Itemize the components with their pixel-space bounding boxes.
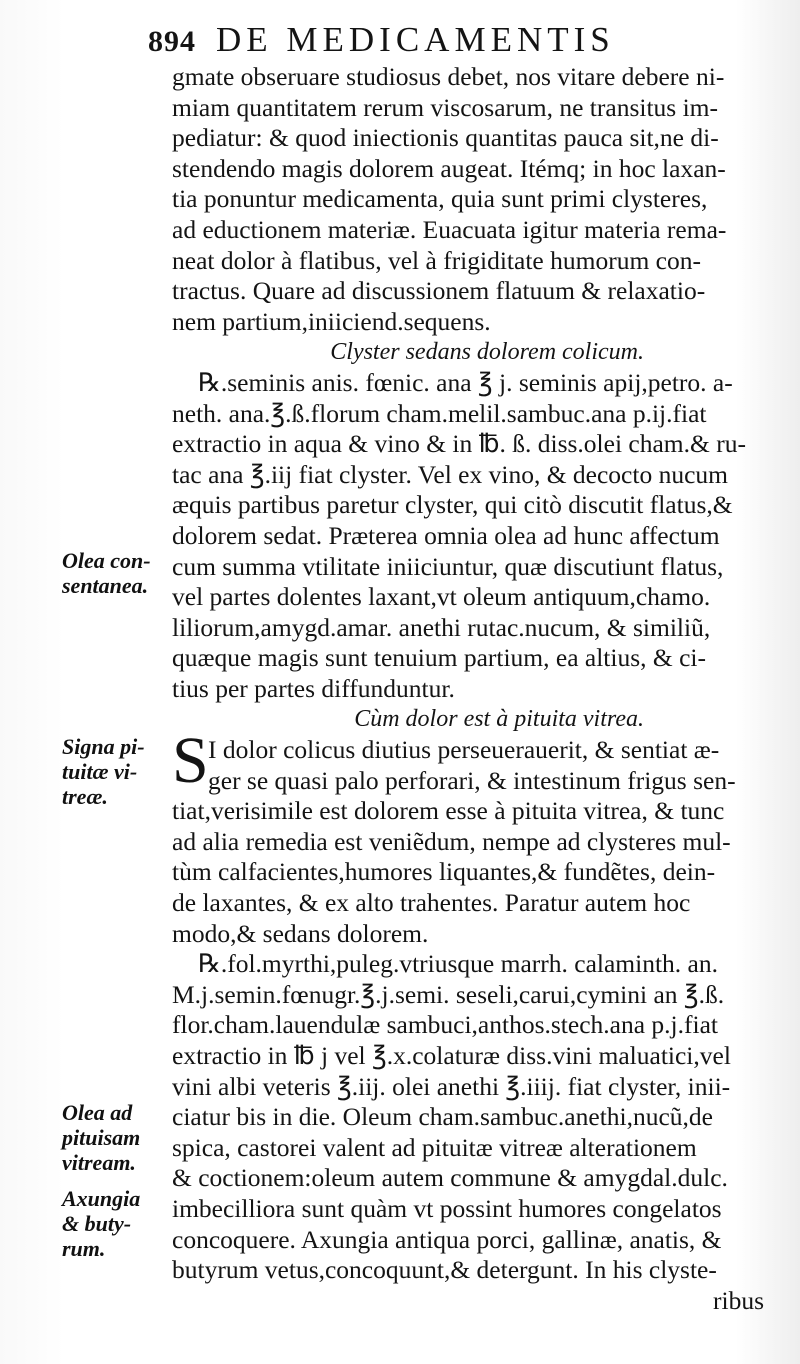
recipe-line: ℞.fol.myrthi,puleg.vtriusque marrh. calaminth. an. [198, 949, 718, 979]
margin-note-line: tuitæ vi- [62, 759, 138, 784]
main-text-block [172, 62, 764, 1316]
margin-note-olea-consentanea [62, 548, 174, 598]
subheading-pituita: Cùm dolor est à pituita vitrea. [354, 706, 644, 733]
recipe-line: quæque magis sunt tenuium partium, ea altius, & ci- [172, 643, 706, 673]
recipe-line: tius per partes diffunduntur. [172, 673, 455, 703]
recipe-line: extractio in aqua & vino & in ℔. ß. diss.olei cham.& ru- [172, 429, 746, 459]
text-line: ad alia remedia est veniẽdum, nempe ad clysteres mul- [172, 826, 731, 856]
running-title: DE MEDICAMENTIS [216, 20, 615, 59]
margin-note-line: vitream. [62, 1150, 136, 1175]
margin-note-axungia [62, 1186, 174, 1261]
recipe-line: ciatur bis in die. Oleum cham.sambuc.anethi,nucũ,de [172, 1102, 714, 1132]
page-header [148, 20, 708, 64]
text-line: modo,& sedans dolorem. [172, 918, 429, 948]
recipe-line: concoquere. Axungia antiqua porci, gallinæ, anatis, & [172, 1224, 722, 1254]
recipe-line: imbecilliora sunt quàm vt possint humores congelatos [172, 1193, 722, 1223]
margin-note-line: treæ. [62, 784, 108, 809]
text-line: tiat,verisimile est dolorem esse à pituita vitrea, & tunc [172, 796, 725, 826]
margin-note-signa-pituitae [62, 734, 174, 809]
page-number: 894 [148, 25, 196, 58]
margin-note-line: Olea ad [62, 1100, 133, 1125]
text-line: tia ponuntur medicamenta, quia sunt primi clysteres, [172, 184, 708, 214]
catchword: ribus [713, 1285, 764, 1315]
text-line: de laxantes, & ex alto trahentes. Paratur autem hoc [172, 888, 691, 918]
recipe-line: spica, castorei valent ad pituitæ vitreæ alterationem [172, 1132, 697, 1162]
text-line: neat dolor à flatibus, vel à frigiditate humorum con- [172, 245, 701, 275]
recipe-line: cum summa vtilitate iniiciuntur, quæ discutiunt flatus, [172, 551, 724, 581]
text-line: I dolor colicus diutius perseuerauerit, & sentiat æ- [208, 735, 720, 765]
text-line: tùm calfacientes,humores liquantes,& fundẽtes, dein- [172, 857, 716, 887]
recipe-line: ℞.seminis anis. fœnic. ana ℥ j. seminis apij,petro. a- [198, 367, 733, 397]
text-line: gmate obseruare studiosus debet, nos vitare debere ni- [172, 62, 725, 91]
text-line: ger se quasi palo perforari, & intestinum frigus sen- [208, 765, 736, 795]
recipe-line: butyrum vetus,concoquunt,& detergunt. In his clyste- [172, 1255, 717, 1285]
margin-note-line: Signa pi- [62, 734, 145, 759]
recipe-line: flor.cham.lauendulæ sambuci,anthos.stech.ana p.j.fiat [172, 1010, 718, 1040]
recipe-line: æquis partibus paretur clyster, qui citò discutit flatus,& [172, 490, 733, 520]
recipe-line: liliorum,amygd.amar. anethi rutac.nucum, & similiũ, [172, 612, 711, 642]
margin-note-line: Olea con- [62, 548, 151, 573]
margin-note-line: & buty- [62, 1211, 132, 1236]
text-line: pediatur: & quod iniectionis quantitas pauca sit,ne di- [172, 123, 719, 153]
recipe-line: neth. ana.℥.ß.florum cham.melil.sambuc.ana p.ij.fiat [172, 398, 707, 428]
margin-note-line: pituisam [62, 1125, 141, 1150]
recipe-line: extractio in ℔ j vel ℥.x.colaturæ diss.vini maluatici,vel [172, 1041, 731, 1070]
text-line: stendendo magis dolorem augeat. Itémq; in hoc laxan- [172, 153, 726, 183]
subheading-clyster: Clyster sedans dolorem colicum. [330, 339, 644, 366]
text-line: ad eductionem materiæ. Euacuata igitur materia rema- [172, 214, 727, 244]
recipe-line: tac ana ℥.iij fiat clyster. Vel ex vino, & decocto nucum [172, 459, 728, 489]
text-line: miam quantitatem rerum viscosarum, ne transitus im- [172, 92, 718, 122]
margin-note-line: sentanea. [62, 573, 149, 598]
recipe-line: & coctionem:oleum autem commune & amygdal.dulc. [172, 1163, 728, 1193]
recipe-line: vel partes dolentes laxant,vt oleum antiquum,chamo. [172, 582, 711, 612]
margin-note-line: Axungia [62, 1186, 141, 1211]
text-line: nem partium,iniiciend.sequens. [172, 306, 491, 336]
recipe-line: vini albi veteris ℥.iij. olei anethi ℥.iiij. fiat clyster, inii- [172, 1071, 731, 1101]
recipe-line: M.j.semin.fœnugr.℥.j.semi. seseli,carui,cymini an ℥.ß. [172, 979, 725, 1009]
drop-cap: S [172, 724, 209, 797]
recipe-line: dolorem sedat. Præterea omnia olea ad hunc affectum [172, 520, 720, 550]
text-line: tractus. Quare ad discussionem flatuum & relaxatio- [172, 276, 706, 306]
margin-note-olea-ad-pituitam [62, 1100, 174, 1175]
margin-note-line: rum. [62, 1236, 106, 1261]
